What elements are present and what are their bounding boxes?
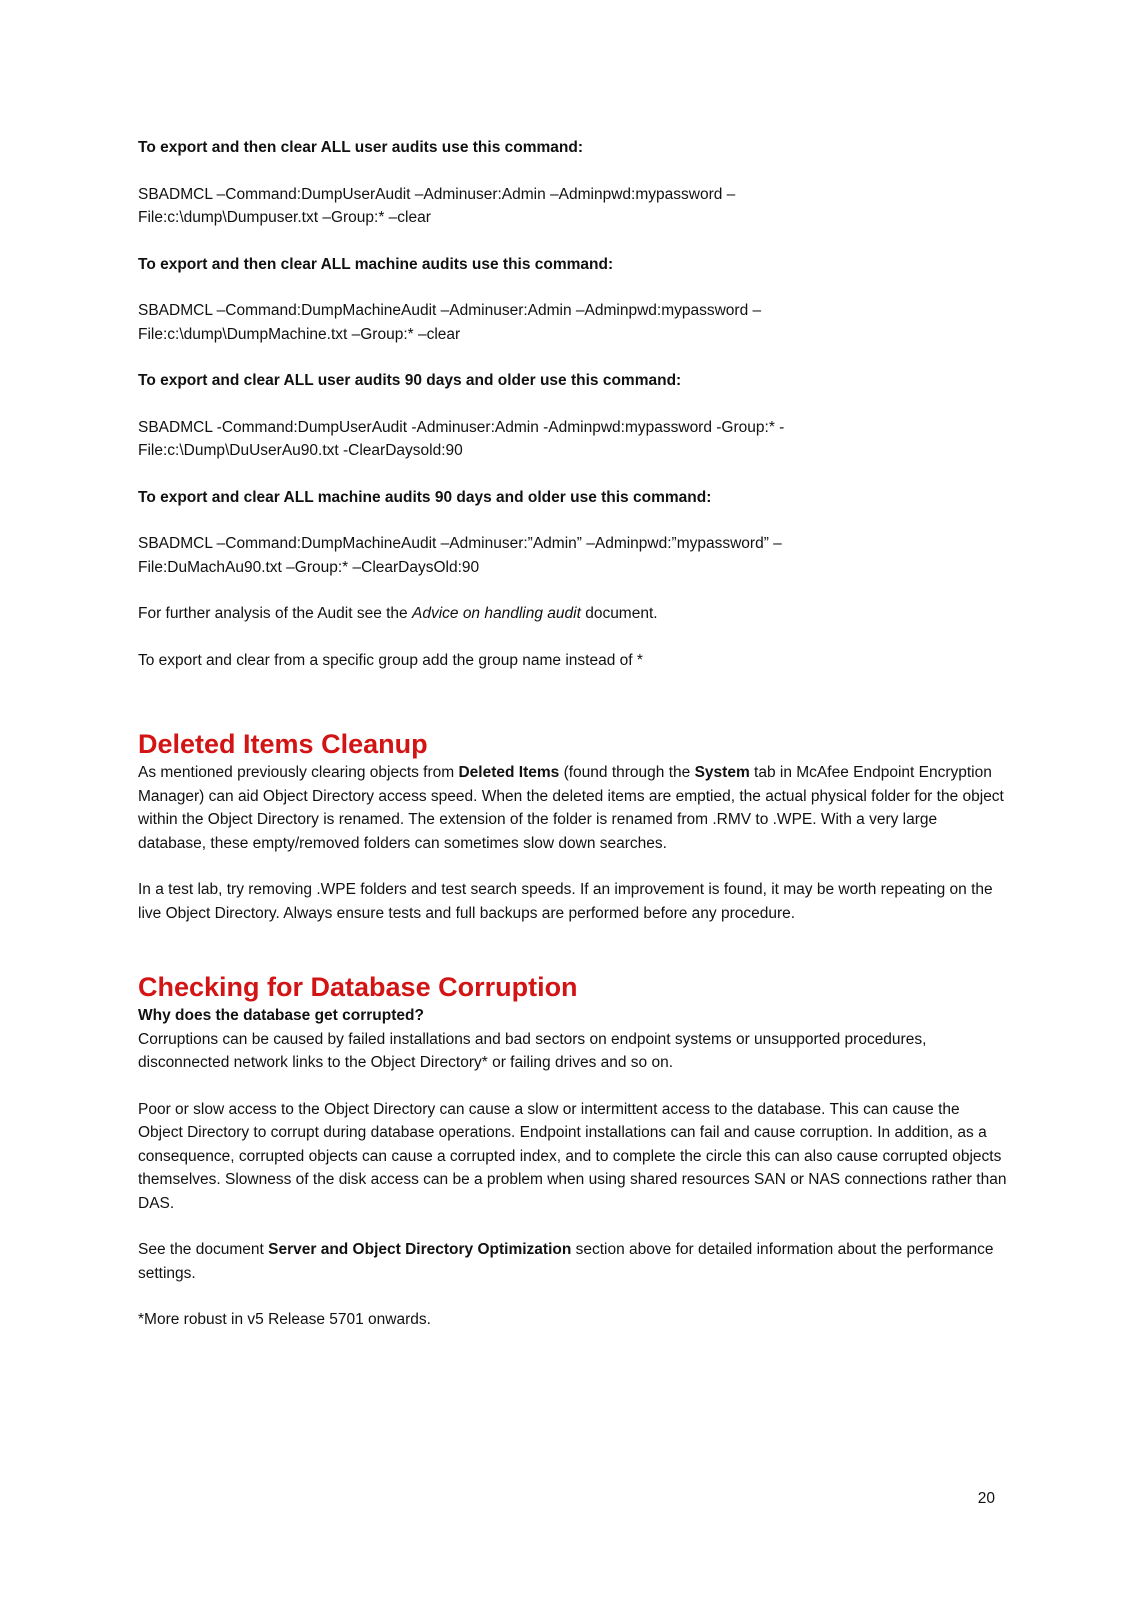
document-page [138,136,1008,1332]
section-heading-deleted-items: Deleted Items Cleanup [138,729,428,759]
section-heading-corruption: Checking for Database Corruption [138,972,578,1002]
command-label: To export and then clear ALL user audits use this command: [138,139,583,156]
corruption-paragraph [138,1238,1008,1285]
further-analysis-text: document. [580,605,658,622]
footnote: *More robust in v5 Release 5701 onwards. [138,1311,431,1328]
further-analysis-text: For further analysis of the Audit see the [138,605,412,622]
command-block [138,299,1008,346]
bold-term: Deleted Items [458,764,560,781]
command-line: File:c:\Dump\DuUserAu90.txt -ClearDaysold:90 [138,442,463,459]
bold-term: Server and Object Directory Optimization [268,1241,572,1258]
paragraph-text: (found through the [559,764,695,781]
corruption-paragraph: Corruptions can be caused by failed installations and bad sectors on endpoint systems or unsupported procedures, disconnected network links to the Object Directory* or failing drives and so on. [138,1030,927,1071]
command-line: SBADMCL –Command:DumpMachineAudit –Adminuser:”Admin” –Adminpwd:”mypassword” – [138,535,782,552]
command-block [138,532,1008,579]
corruption-subheading: Why does the database get corrupted? [138,1007,424,1024]
paragraph-text: tab in McAfee Endpoint Encryption Manager) can aid Object Directory access speed. When the deleted items are emptied, the actual physical folder for the object within the Object Directory is renamed. The extension of the folder is renamed from .RMV to .WPE. With a very large database, these empty/removed folders can sometimes slow down searches. [138,764,1004,852]
command-line: File:DuMachAu90.txt –Group:* –ClearDaysOld:90 [138,558,480,576]
bold-term: System [694,764,750,781]
command-line: File:c:\dump\DumpMachine.txt –Group:* –clear [138,325,461,343]
specific-group-note: To export and clear from a specific group add the group name instead of * [138,651,643,669]
command-label: To export and then clear ALL machine audits use this command: [138,255,614,273]
command-label: To export and clear ALL user audits 90 days and older use this command: [138,372,682,389]
command-block [138,416,1008,463]
page-number: 20 [977,1490,995,1507]
deleted-items-paragraph [138,761,1008,855]
corruption-paragraph: Poor or slow access to the Object Directory can cause a slow or intermittent access to the database. This can cause the Object Directory to corrupt during database operations. Endpoint installations can fail and cause corruption. In addition, as a consequence, corrupted objects can cause a corrupted index, and to complete the circle this can also cause corrupted objects themselves. Slowness of the disk access can be a problem when using shared resources SAN or NAS connections rather than DAS. [138,1100,1007,1212]
paragraph-text: See the document [138,1241,269,1258]
paragraph-text: section above for detailed information about the performance settings. [138,1241,994,1282]
command-label: To export and clear ALL machine audits 90 days and older use this command: [138,488,712,506]
command-line: SBADMCL –Command:DumpMachineAudit –Adminuser:Admin –Adminpwd:mypassword – [138,302,762,319]
further-analysis-paragraph [138,602,1008,626]
command-line: SBADMCL -Command:DumpUserAudit -Adminuser:Admin -Adminpwd:mypassword -Group:* - [138,418,785,436]
document-reference: Advice on handling audit [411,605,581,622]
command-line: SBADMCL –Command:DumpUserAudit –Adminuser:Admin –Adminpwd:mypassword – [138,185,736,203]
command-block [138,183,1008,230]
command-line: File:c:\dump\Dumpuser.txt –Group:* –clear [138,209,431,226]
paragraph-text: As mentioned previously clearing objects from [138,764,459,781]
deleted-items-paragraph: In a test lab, try removing .WPE folders and test search speeds. If an improvement is found, it may be worth repeating on the live Object Directory. Always ensure tests and full backups are performed before any procedure. [138,881,993,922]
